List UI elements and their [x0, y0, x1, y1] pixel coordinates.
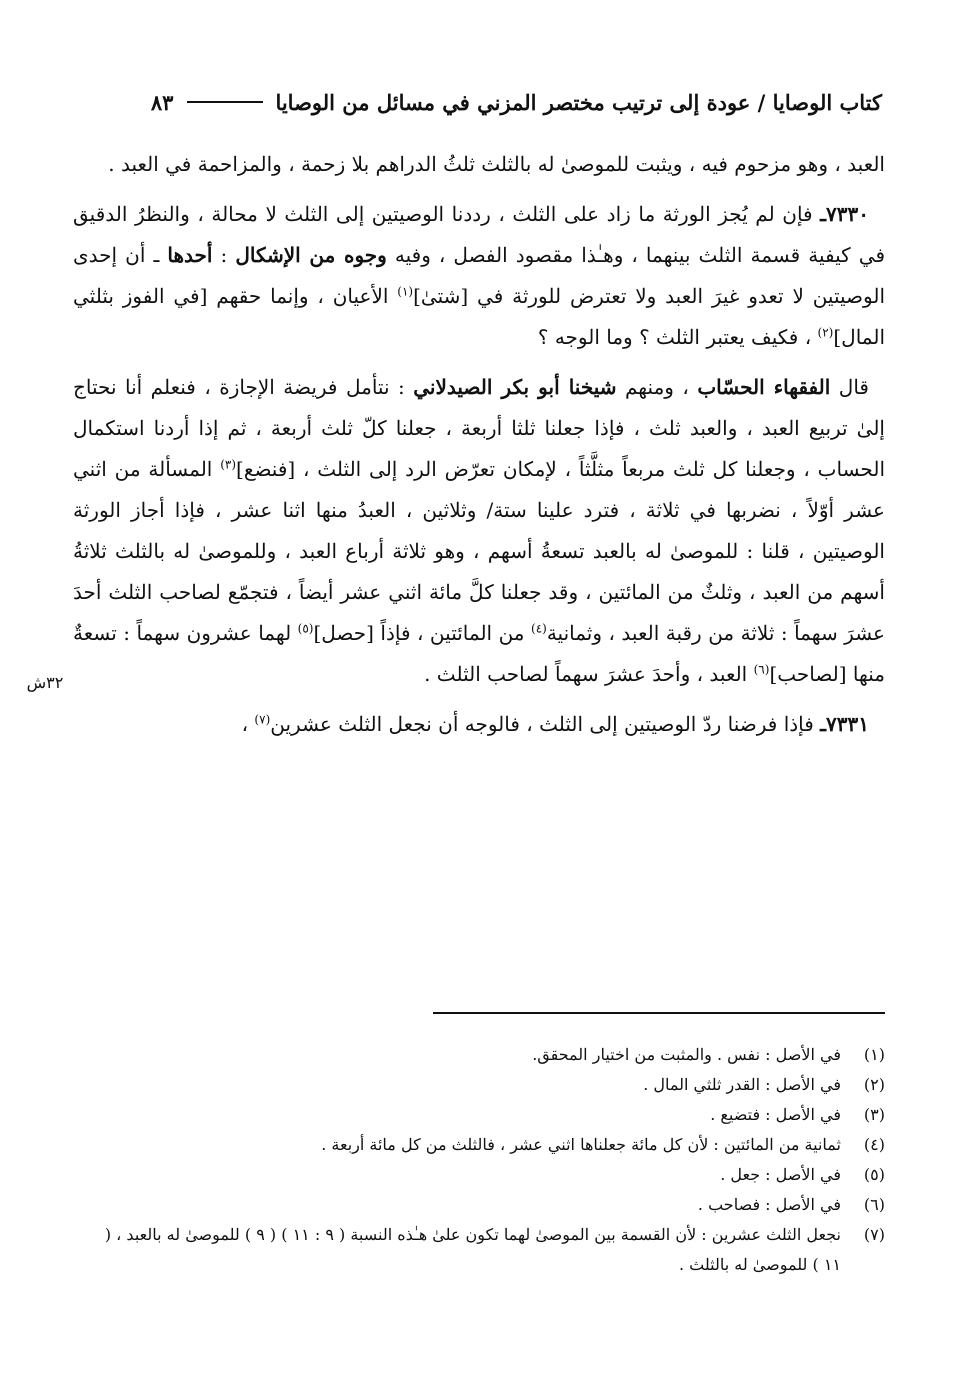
text-run: من المائتين ، فإذاً [حصل]	[313, 621, 531, 645]
text-run: المسألة من اثني عشر أوّلاً ، نضربها في ثلاثة ، فترد علينا ستة/ وثلاثين ، العبدُ منها اثنا عشر ، فإذا أجاز الورثة الوصيتين ، قلنا : للموصىٰ له بالعبد تسعةُ أسهم ، وهو ثلاثة أرباع العبد ، وللموصىٰ له بالثلث ثلاثةُ أسهم من العبد ، وثلثٌ من المائتين ، وقد جعلنا كلَّ مائة اثني عشر أيضاً ، فتجمّع لصاحب الثلث أحدَ عشرَ سهماً : ثلاثة من رقبة العبد ، وثمانية	[73, 457, 885, 645]
footnote	[85, 1040, 885, 1070]
footnote	[85, 1190, 885, 1220]
text-run: ـ أن إحدى الوصيتين لا تعدو غيرَ العبد ولا تعترض للورثة في [شتىٰ]	[73, 243, 885, 308]
text-run: ،	[241, 712, 255, 736]
footnote-text: في الأصل : القدر ثلثي المال .	[643, 1075, 841, 1094]
bold-text: أحدها	[167, 243, 213, 267]
footnote	[85, 1130, 885, 1160]
footnote	[85, 1100, 885, 1130]
bold-text: شيخنا أبو بكر الصيدلاني	[413, 375, 617, 399]
footnote-text: في الأصل : جعل .	[720, 1165, 841, 1184]
footnote-number: (٢)	[863, 1075, 885, 1094]
footnote-ref[interactable]: (٢)	[817, 325, 834, 340]
footnote	[85, 1160, 885, 1190]
footnote-text: نجعل الثلث عشرين : لأن القسمة بين الموصىٰ لهما تكون علىٰ هـٰذه النسبة ( ٩ : ١١ ) ( ٩ ) للموصىٰ له بالعبد ، ( ١١ ) للموصىٰ له بالثلث .	[104, 1225, 841, 1274]
footnote-number: (٤)	[863, 1135, 885, 1154]
paragraph	[73, 704, 885, 745]
text-run: الأعيان ، وإنما حقهم [في الفوز بثلثي المال]	[73, 284, 885, 349]
footnote-text: في الأصل : نفس . والمثبت من اختيار المحقق.	[532, 1045, 841, 1064]
text-run: ، ومنهم	[616, 375, 698, 399]
footnote-ref[interactable]: (٤)	[531, 621, 547, 636]
text-run: فإذا فرضنا ردّ الوصيتين إلى الثلث ، فالوجه أن نجعل الثلث عشرين	[270, 712, 821, 736]
footnote-separator	[433, 1012, 885, 1014]
page-number: ٨٣	[150, 89, 174, 115]
running-header	[74, 84, 882, 120]
footnote	[85, 1070, 885, 1100]
paragraph	[73, 367, 885, 695]
bold-text: ٧٣٣٠ـ	[820, 202, 869, 226]
footnote-number: (٦)	[863, 1195, 885, 1214]
text-run: العبد ، وأحدَ عشرَ سهماً لصاحب الثلث .	[424, 662, 754, 686]
text-run: العبد ، وهو مزحوم فيه ، ويثبت للموصىٰ له بالثلث ثلثُ الدراهم بلا زحمة ، والمزاحمة في العبد .	[108, 152, 885, 176]
bold-text: وجوه من الإشكال	[235, 243, 387, 267]
header-dash	[187, 101, 263, 103]
footnote-ref[interactable]: (٥)	[297, 621, 314, 636]
footnote-text: في الأصل : فتضيع .	[710, 1105, 841, 1124]
text-run: :	[212, 243, 236, 267]
footnote-ref[interactable]: (٦)	[753, 662, 770, 677]
text-run: فإن لم يُجز الورثة ما زاد على الثلث ، رددنا الوصيتين إلى الثلث لا محالة ، والنظرُ الدقيق في كيفية قسمة الثلث بينهما ، وهـٰذا مقصود الفصل ، وفيه	[73, 202, 885, 267]
paragraph	[73, 194, 885, 358]
footnote-ref[interactable]: (١)	[397, 284, 414, 299]
margin-manuscript-ref: ٣٢ش	[26, 673, 64, 692]
footnote-text: ثمانية من المائتين : لأن كل مائة جعلناها اثني عشر ، فالثلث من كل مائة أربعة .	[321, 1135, 841, 1154]
text-run: قال	[830, 375, 869, 399]
footnotes	[85, 1040, 885, 1280]
text-run: ، فكيف يعتبر الثلث ؟ وما الوجه ؟	[537, 325, 818, 349]
text-run: لهما عشرون سهماً : تسعةٌ منها [لصاحب]	[73, 621, 885, 686]
paragraph	[73, 144, 885, 185]
footnote-number: (٣)	[863, 1105, 885, 1124]
text-run: : نتأمل فريضة الإجازة ، فنعلم أنا نحتاج إلىٰ تربيع العبد ، والعبد ثلث ، فإذا جعلنا ثلثا أربعة ، جعلنا كلّ ثلث أربعة ، ثم إذا أردنا استكمال الحساب ، وجعلنا كل ثلث مربعاً مثلَّثاً ، لإمكان تعرّض الرد إلى الثلث ، [فنضع]	[73, 375, 885, 481]
footnote-number: (٧)	[863, 1225, 885, 1244]
footnote-number: (١)	[863, 1045, 885, 1064]
footnote-text: في الأصل : فصاحب .	[697, 1195, 841, 1214]
bold-text: الفقهاء الحسّاب	[697, 375, 831, 399]
footnote	[85, 1220, 885, 1280]
footnote-ref[interactable]: (٧)	[254, 712, 271, 727]
header-title: كتاب الوصايا / عودة إلى ترتيب مختصر المزني في مسائل من الوصايا	[275, 89, 882, 115]
bold-text: ٧٣٣١ـ	[820, 712, 869, 736]
footnote-ref[interactable]: (٣)	[220, 457, 237, 472]
footnote-number: (٥)	[863, 1165, 885, 1184]
main-text	[73, 144, 885, 754]
